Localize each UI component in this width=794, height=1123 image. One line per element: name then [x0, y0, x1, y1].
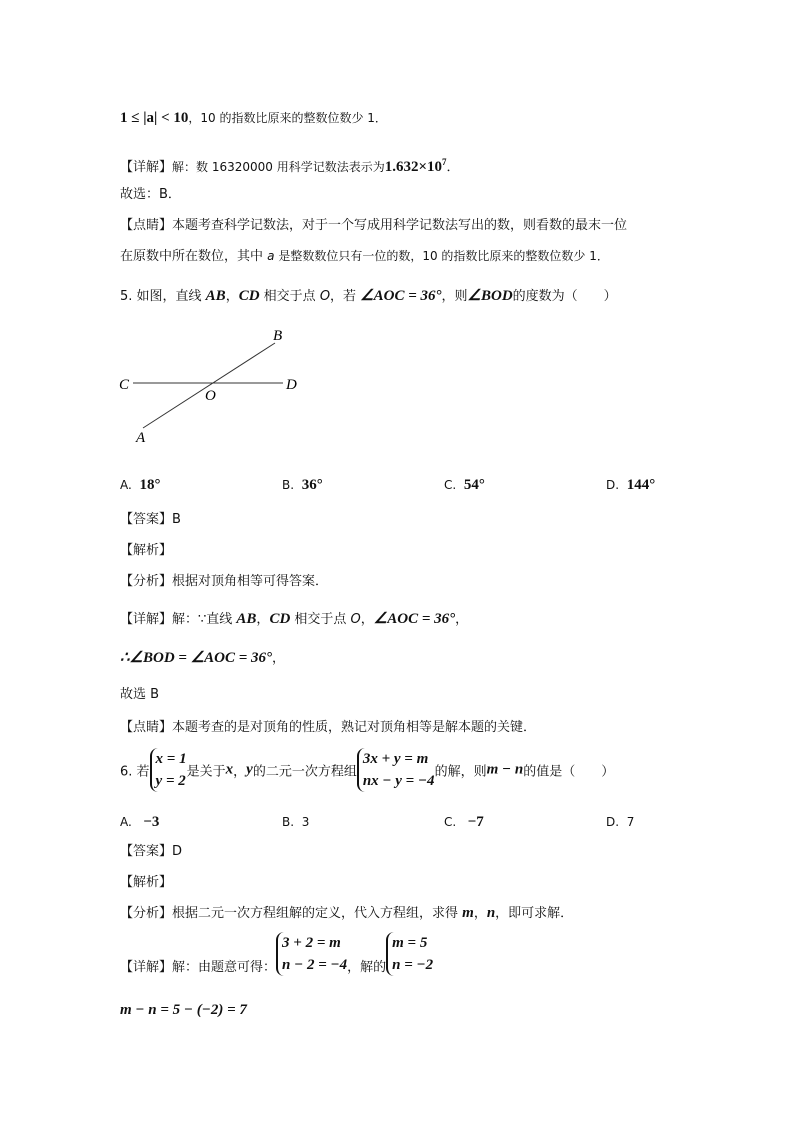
label-o: O [205, 388, 216, 404]
q6-option-d: D. 7 [606, 815, 635, 829]
choice-1: 故选：B． [120, 187, 181, 202]
q5-analysis-label: 【解析】 [120, 543, 173, 558]
solved-system: m = 5 n = −2 [386, 932, 433, 976]
q6-answer: 【答案】D [120, 844, 183, 859]
exponent-rule-line [120, 108, 387, 129]
q5-option-d: D. 144° [606, 477, 656, 493]
q5-detail: 【详解】解：∵直线 AB，CD 相交于点 O，∠AOC = 36°， [120, 611, 469, 627]
q6-detail: 【详解】解：由题意可得： 3 + 2 = m n − 2 = −4 ，解的 m = 5 n = −2 [120, 932, 433, 976]
q5-fenxi: 【分析】根据对顶角相等可得答案． [120, 574, 329, 589]
question-5: 5. 如图，直线 AB，CD 相交于点 O，若 ∠AOC = 36°，则∠BOD的度数为（ ） [120, 288, 617, 304]
equation-system: 3x + y = m nx − y = −4 [357, 748, 435, 792]
q5-comment: 【点睛】本题考查的是对顶角的性质，熟记对顶角相等是解本题的关键． [120, 720, 537, 735]
line-ab [143, 343, 275, 428]
label-b: B [273, 328, 283, 344]
q6-option-c: C. −7 [444, 814, 484, 830]
q6-option-b: B. 3 [282, 815, 310, 829]
question-6: 6. 若 x = 1 y = 2 是关于x，y的二元一次方程组 3x + y = m nx − y = −4 的解，则m − n的值是（ ） [120, 748, 614, 792]
scientific-math: $1.632\times 10^7$ [384, 157, 447, 175]
q6-fenxi: 【分析】根据二元一次方程组解的定义，代入方程组，求得 m，n，即可求解． [120, 905, 574, 921]
q5-answer: 【答案】B [120, 512, 181, 527]
exponent-rule-text: ，10 的指数比原来的整数位数少 1． [188, 111, 387, 125]
comment-1-line1: 【点睛】本题考查科学记数法，对于一个写成用科学记数法写出的数，则看数的最末一位 [120, 218, 628, 233]
detail-label: 【详解】 [120, 160, 173, 175]
label-a: A [136, 430, 146, 446]
solution-system: x = 1 y = 2 [150, 748, 187, 792]
q6-final: m − n = 5 − (−2) = 7 [120, 1002, 247, 1018]
q5-therefore: ∴∠BOD = ∠AOC = 36°， [120, 650, 286, 666]
detail-text: 解：数 16320000 用科学记数法表示为 [172, 160, 385, 174]
intersecting-lines-figure [115, 322, 315, 450]
q5-option-c: C. 54° [444, 477, 485, 493]
label-c: C [119, 377, 130, 393]
q5-option-b: B. 36° [282, 477, 323, 493]
abs-condition-math: 1 ≤ |a| < 10 [120, 110, 189, 126]
label-d: D [286, 377, 297, 393]
q6-analysis-label: 【解析】 [120, 875, 173, 890]
substituted-system: 3 + 2 = m n − 2 = −4 [276, 932, 347, 976]
comment-1-line2: 在原数中所在数位，其中 a 是整数数位只有一位的数，10 的指数比原来的整数位数少 1． [120, 249, 609, 264]
q6-option-a: A. −3 [120, 814, 160, 830]
q5-choice: 故选 B [120, 687, 160, 702]
q5-option-a: A. 18° [120, 477, 161, 493]
detail-scientific-notation: 【详解】解：数 16320000 用科学记数法表示为$1.632\times 10^7$． [120, 157, 460, 175]
